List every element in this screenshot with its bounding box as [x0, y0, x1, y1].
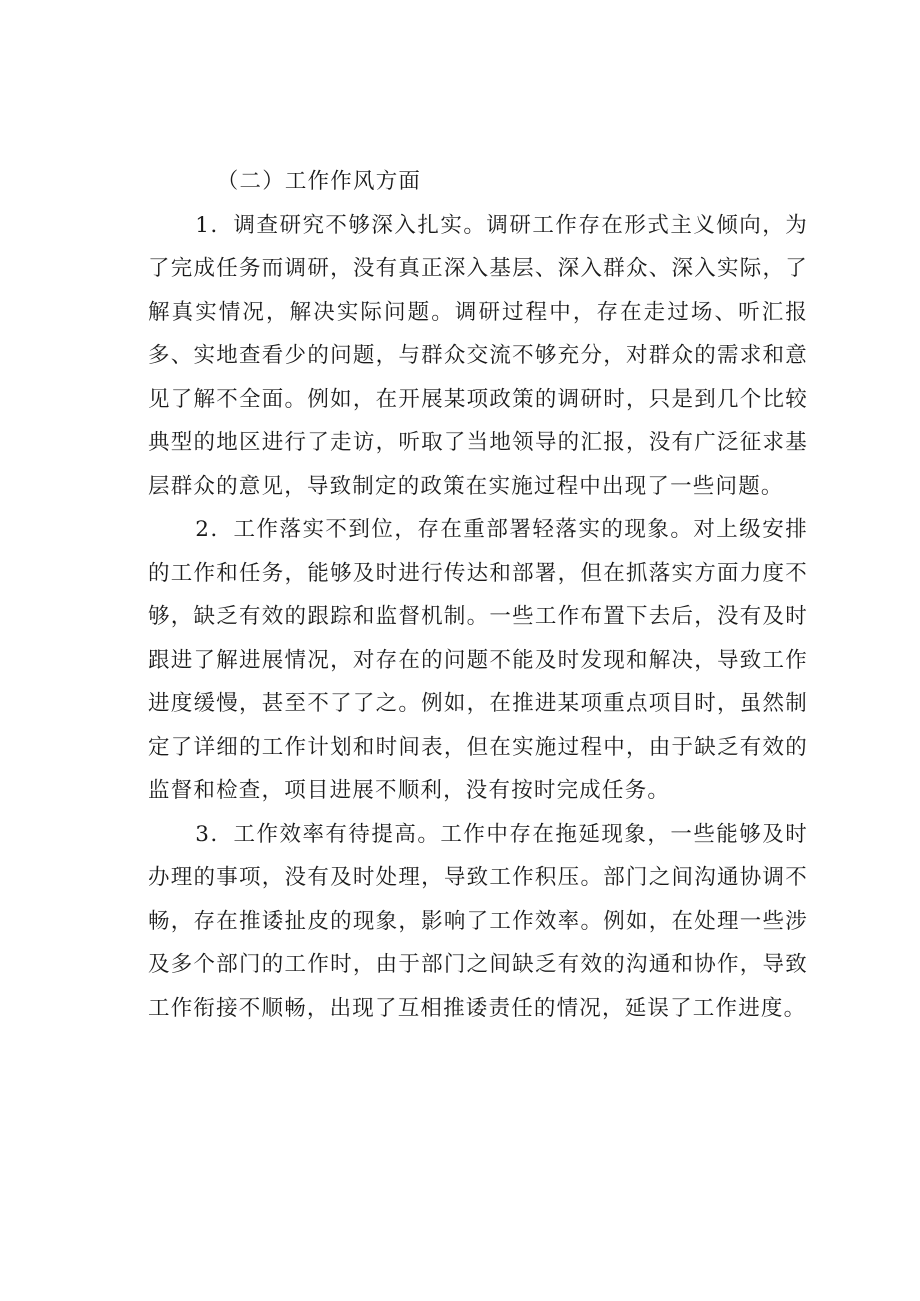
document-body: [148, 160, 808, 1030]
paragraph-efficiency: 3．工作效率有待提高。工作中存在拖延现象，一些能够及时办理的事项，没有及时处理，导致工作积压。部门之间沟通协调不畅，存在推诿扯皮的现象，影响了工作效率。例如，在处理一些涉及多个部门的工作时，由于部门之间缺乏有效的沟通和协作，导致工作衔接不顺畅，出现了互相推诿责任的情况，延误了工作进度。: [148, 821, 808, 1021]
paragraph-investigation: 1．调查研究不够深入扎实。调研工作存在形式主义倾向，为了完成任务而调研，没有真正深入基层、深入群众、深入实际，了解真实情况，解决实际问题。调研过程中，存在走过场、听汇报多、实地查看少的问题，与群众交流不够充分，对群众的需求和意见了解不全面。例如，在开展某项政策的调研时，只是到几个比较典型的地区进行了走访，听取了当地领导的汇报，没有广泛征求基层群众的意见，导致制定的政策在实施过程中出现了一些问题。: [148, 212, 808, 499]
section-heading: （二）工作作风方面: [216, 169, 422, 194]
paragraph-implementation: 2．工作落实不到位，存在重部署轻落实的现象。对上级安排的工作和任务，能够及时进行传达和部署，但在抓落实方面力度不够，缺乏有效的跟踪和监督机制。一些工作布置下去后，没有及时跟进了解进展情况，对存在的问题不能及时发现和解决，导致工作进度缓慢，甚至不了了之。例如，在推进某项重点项目时，虽然制定了详细的工作计划和时间表，但在实施过程中，由于缺乏有效的监督和检查，项目进展不顺利，没有按时完成任务。: [148, 517, 808, 803]
